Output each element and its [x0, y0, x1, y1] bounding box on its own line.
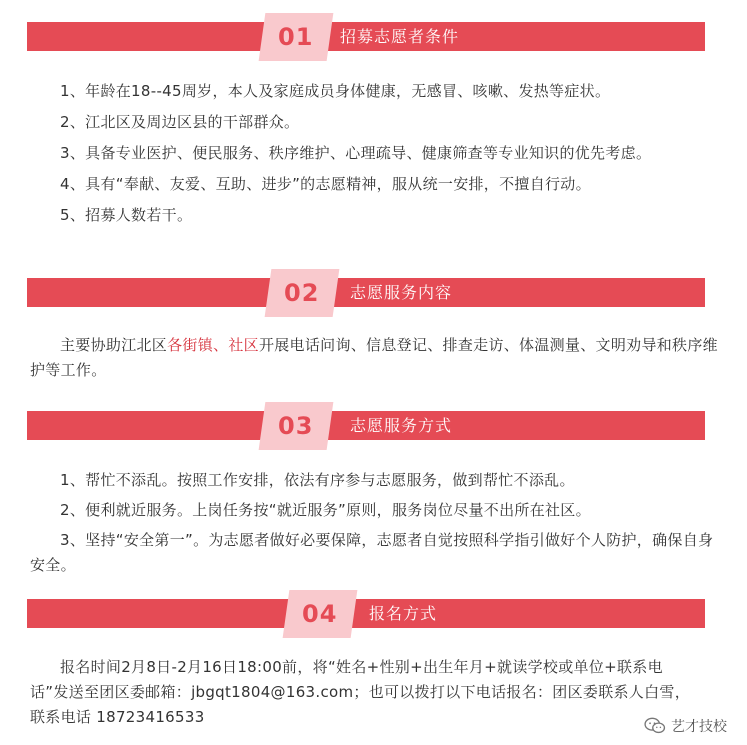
wechat-icon [644, 717, 666, 735]
section-number: 03 [278, 412, 314, 440]
section-number-badge [259, 13, 334, 61]
section-number-badge [259, 402, 334, 450]
list-item: 1、年龄在18--45周岁，本人及家庭成员身体健康，无感冒、咳嗽、发热等症状。 [60, 82, 611, 100]
list-item: 3、具备专业医护、便民服务、秩序维护、心理疏导、健康筛查等专业知识的优先考虑。 [60, 144, 652, 162]
highlight-text: 社区 [228, 336, 259, 354]
section-body [30, 655, 690, 730]
section-body [30, 468, 720, 578]
section-number: 02 [284, 279, 320, 307]
content-paragraph: 主要协助江北区各街镇、社区开展电话问询、信息登记、排查走访、体温测量、文明劝导和秩序维护等工作。 [30, 336, 718, 379]
section-title: 志愿服务方式 [350, 416, 453, 435]
content-paragraph: 报名时间2月8日-2月16日18:00前，将“姓名+性别+出生年月+就读学校或单位+联系电话”发送至团区委邮箱：jbgqt1804@163.com；也可以拨打以下电话报名：团区委联系人白雪，联系电话 18723416533 [30, 658, 690, 726]
section-number-badge [265, 269, 340, 317]
section-title: 志愿服务内容 [350, 283, 453, 302]
highlight-text: 各街镇 [167, 336, 214, 354]
watermark-text: 艺才技校 [671, 719, 727, 735]
section-number-badge [283, 590, 358, 638]
list-item: 2、便利就近服务。上岗任务按“就近服务”原则，服务岗位尽量不出所在社区。 [60, 501, 591, 519]
list-item: 1、帮忙不添乱。按照工作安排，依法有序参与志愿服务，做到帮忙不添乱。 [60, 471, 575, 489]
section-number: 04 [302, 600, 338, 628]
section-body [30, 79, 720, 228]
list-item: 2、江北区及周边区县的干部群众。 [60, 113, 300, 131]
watermark [644, 716, 727, 736]
list-item: 5、招募人数若干。 [60, 206, 193, 224]
section-title: 招募志愿者条件 [340, 27, 460, 46]
list-item: 4、具有“奉献、友爱、互助、进步”的志愿精神，服从统一安排，不擅自行动。 [60, 175, 591, 193]
section-title: 报名方式 [369, 604, 438, 623]
section-body [30, 333, 720, 383]
section-number: 01 [278, 23, 314, 51]
list-item: 3、坚持“安全第一”。为志愿者做好必要保障，志愿者自觉按照科学指引做好个人防护，确保自身安全。 [30, 531, 714, 574]
section-header-bar [27, 599, 705, 628]
